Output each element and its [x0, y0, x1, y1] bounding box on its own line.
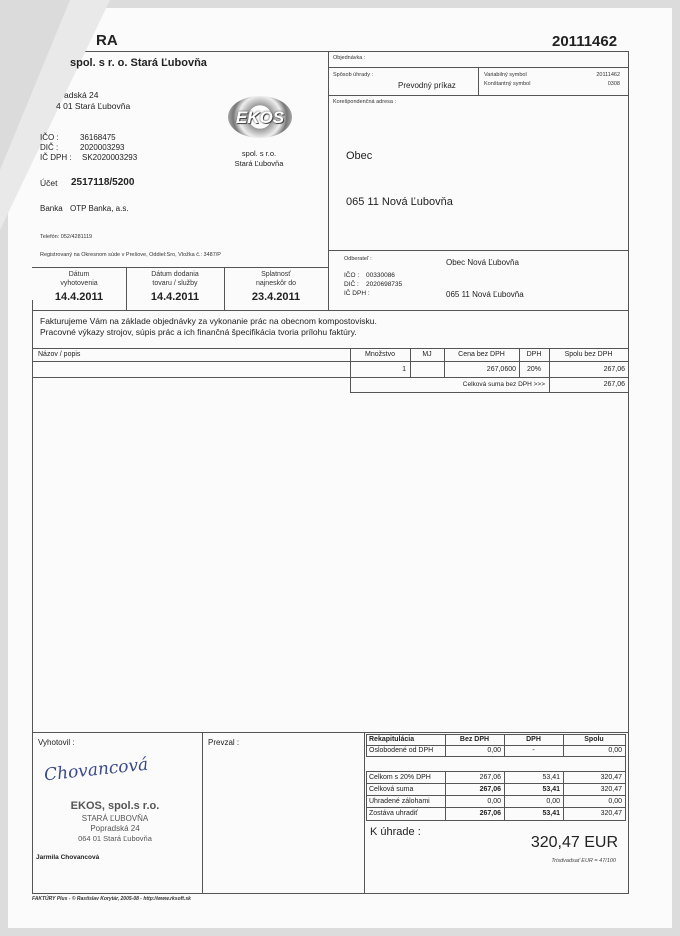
sum-label: Celková suma bez DPH >>>: [462, 381, 545, 388]
recap-left-2: [366, 771, 367, 820]
date-issued-label2: vyhotovenia: [60, 280, 98, 287]
dates-bottom: [32, 310, 628, 311]
recap-r3-total: 320,47: [600, 786, 622, 793]
supplier-bottom: [32, 267, 328, 268]
items-row-bottom: [32, 377, 628, 378]
items-header-bottom: [32, 361, 628, 362]
recap-r5: [366, 820, 626, 821]
stamp-line-2: STARÁ ĽUBOVŇA: [81, 814, 149, 823]
recap-h-total: Spolu: [584, 736, 604, 743]
supplier-icdph: SK2020003293: [82, 153, 138, 162]
date-due-value: 23.4.2011: [251, 291, 301, 303]
supplier-street: adská 24: [64, 90, 99, 100]
recap-r1: [366, 756, 626, 757]
stamp-line-3: Popradská 24: [90, 824, 140, 833]
frame-left: [32, 300, 33, 893]
recap-r5-label: Zostáva uhradiť: [369, 810, 418, 817]
customer-ico-label: IČO :: [344, 272, 360, 279]
software-credit: FAKTÚRY Plus - © Rastislav Korytár, 2005-08 - http://www.rksoft.sk: [32, 896, 191, 902]
recap-left: [366, 734, 367, 756]
frame-bottom: [32, 893, 629, 894]
th-price: Cena bez DPH: [458, 351, 505, 358]
customer-icdph-label: IČ DPH :: [344, 290, 370, 297]
recap-r3-vat: 53,41: [542, 786, 560, 793]
ks-label: Konštantný symbol: [484, 81, 531, 87]
recap-r5-total: 320,47: [600, 810, 622, 817]
recap-r2-label: Celkom s 20% DPH: [369, 774, 431, 781]
folded-corner-shadow: [0, 0, 70, 170]
to-pay-value: 320,47 EUR: [530, 834, 618, 851]
date-delivery-value: 14.4.2011: [150, 291, 200, 303]
vertical-divider: [328, 51, 329, 310]
correspondence-name: Obec: [346, 150, 373, 162]
order-label: Objednávka :: [333, 55, 366, 61]
ekos-logo-text: EKOS: [235, 108, 285, 127]
correspondence-label: Korešpondenčná adresa :: [333, 99, 396, 105]
supplier-account: 2517118/5200: [71, 177, 135, 188]
frame-top: [32, 51, 628, 52]
recap-r3: [366, 795, 626, 796]
date-issued-label1: Dátum: [68, 271, 90, 278]
recap-gap: [366, 771, 626, 772]
supplier-bank-label: Banka: [40, 204, 63, 213]
signature: Chovancová: [43, 754, 150, 786]
th-vat: DPH: [526, 351, 542, 358]
vs-value: 20111462: [596, 72, 620, 78]
supplier-bank: OTP Banka, a.s.: [70, 204, 129, 213]
customer-label: Odberateľ :: [344, 256, 372, 262]
recap-r4-base: 0,00: [487, 798, 501, 805]
supplier-dic: 2020003293: [80, 143, 125, 152]
received-label: Prevzal :: [208, 738, 240, 747]
supplier-dic-label: DIČ :: [40, 143, 59, 152]
vs-divider: [478, 68, 479, 95]
supplier-registry: Registrovaný na Okresnom súde v Prešove, Oddiel:Sro, Vložka č.: 3487/P: [40, 252, 221, 258]
supplier-name: spol. s r. o. Stará Ľubovňa: [70, 57, 207, 69]
recap-r1-vat: -: [532, 747, 535, 754]
to-pay-label: K úhrade :: [370, 826, 421, 838]
recap-right: [625, 734, 626, 820]
date-delivery-label2: tovaru / služby: [152, 280, 198, 287]
supplier-account-label: Účet: [40, 178, 58, 188]
supplier-phone: Telefón: 052/4281119: [40, 234, 93, 240]
th-total: Spolu bez DPH: [564, 351, 613, 358]
made-by-label: Vyhotovil :: [38, 738, 75, 747]
recap-r1-base: 0,00: [487, 747, 501, 754]
th-unit: MJ: [422, 351, 432, 358]
stamp-line-4: 064 01 Stará Ľubovňa: [78, 834, 152, 843]
date-issued-value: 14.4.2011: [54, 291, 104, 303]
items-sum-bottom: [350, 392, 628, 393]
supplier-ico-label: IČO :: [40, 133, 59, 142]
recap-r1-label: Oslobodené od DPH: [369, 747, 434, 754]
customer-ico: 00330086: [366, 272, 395, 279]
logo-sub-2: Stará Ľubovňa: [234, 159, 284, 168]
recap-r2-total: 320,47: [600, 774, 622, 781]
supplier-ico: 36168475: [80, 133, 116, 142]
ks-value: 0308: [607, 81, 620, 87]
payment-value: Prevodný príkaz: [398, 81, 456, 90]
customer-dic: 2020698735: [366, 281, 403, 288]
customer-city: 065 11 Nová Ľubovňa: [446, 290, 524, 299]
recap-r3-label: Celková suma: [369, 786, 414, 793]
recap-r5-vat: 53,41: [542, 810, 560, 817]
recap-r2-vat: 53,41: [542, 774, 560, 781]
date-due-label2: najneskôr do: [255, 280, 297, 287]
th-qty: Množstvo: [365, 351, 395, 358]
recap-r4-label: Uhradené zálohami: [369, 798, 430, 805]
recap-h: [366, 745, 626, 746]
correspondence-city: 065 11 Nová Ľubovňa: [346, 196, 453, 208]
person-name: Jarmila Chovancová: [36, 854, 100, 861]
th-name: Názov / popis: [38, 351, 81, 358]
supplier-icdph-label: IČ DPH :: [40, 153, 72, 162]
recap-r2: [366, 783, 626, 784]
recap-h-label: Rekapitulácia: [369, 736, 415, 743]
sum-value: 267,06: [603, 381, 625, 388]
footer-col-1: [202, 732, 203, 893]
payment-label: Spôsob úhrady :: [333, 72, 374, 78]
row-qty: 1: [402, 366, 406, 373]
payment-divider: [328, 95, 628, 96]
row-vat: 20%: [526, 366, 541, 373]
vs-label: Variabilný symbol: [484, 72, 527, 78]
footer-col-2: [364, 732, 365, 893]
recap-h-vat: DPH: [526, 736, 541, 743]
row-price: 267,0600: [486, 366, 516, 373]
recap-r1-total: 0,00: [608, 747, 622, 754]
recap-r3-base: 267,06: [479, 786, 501, 793]
recap-h-base: Bez DPH: [459, 736, 490, 743]
items-top: [32, 348, 628, 349]
description-line-2: Pracovné výkazy strojov, súpis prác a ich finančná špecifikácia tvoria prílohu faktúry.: [40, 327, 357, 337]
frame-right: [628, 51, 629, 893]
date-delivery-label1: Dátum dodania: [151, 271, 199, 278]
customer-divider: [328, 250, 628, 251]
recap-top: [366, 734, 626, 735]
recap-r4-vat: 0,00: [546, 798, 560, 805]
customer-name: Obec Nová Ľubovňa: [446, 258, 519, 267]
rate-note: Trisdvadsať EUR = 47/100: [551, 858, 616, 864]
date-due-label1: Splatnosť: [261, 271, 291, 278]
footer-top: [32, 732, 628, 733]
invoice-number: 20111462: [552, 33, 618, 50]
recap-r5-base: 267,06: [479, 810, 501, 817]
logo-sub-1: spol. s r.o.: [241, 149, 277, 158]
description-line-1: Fakturujeme Vám na základe objednávky za vykonanie prác na obecnom kompostovisku.: [40, 316, 377, 326]
row-total: 267,06: [603, 366, 625, 373]
customer-dic-label: DIČ :: [344, 281, 359, 288]
recap-r4-total: 0,00: [608, 798, 622, 805]
stamp-line-1: EKOS, spol.s r.o.: [70, 800, 160, 812]
supplier-city: 4 01 Stará Ľubovňa: [56, 101, 131, 111]
recap-r4: [366, 807, 626, 808]
document-title: RA: [96, 32, 118, 49]
recap-r2-base: 267,06: [479, 774, 501, 781]
